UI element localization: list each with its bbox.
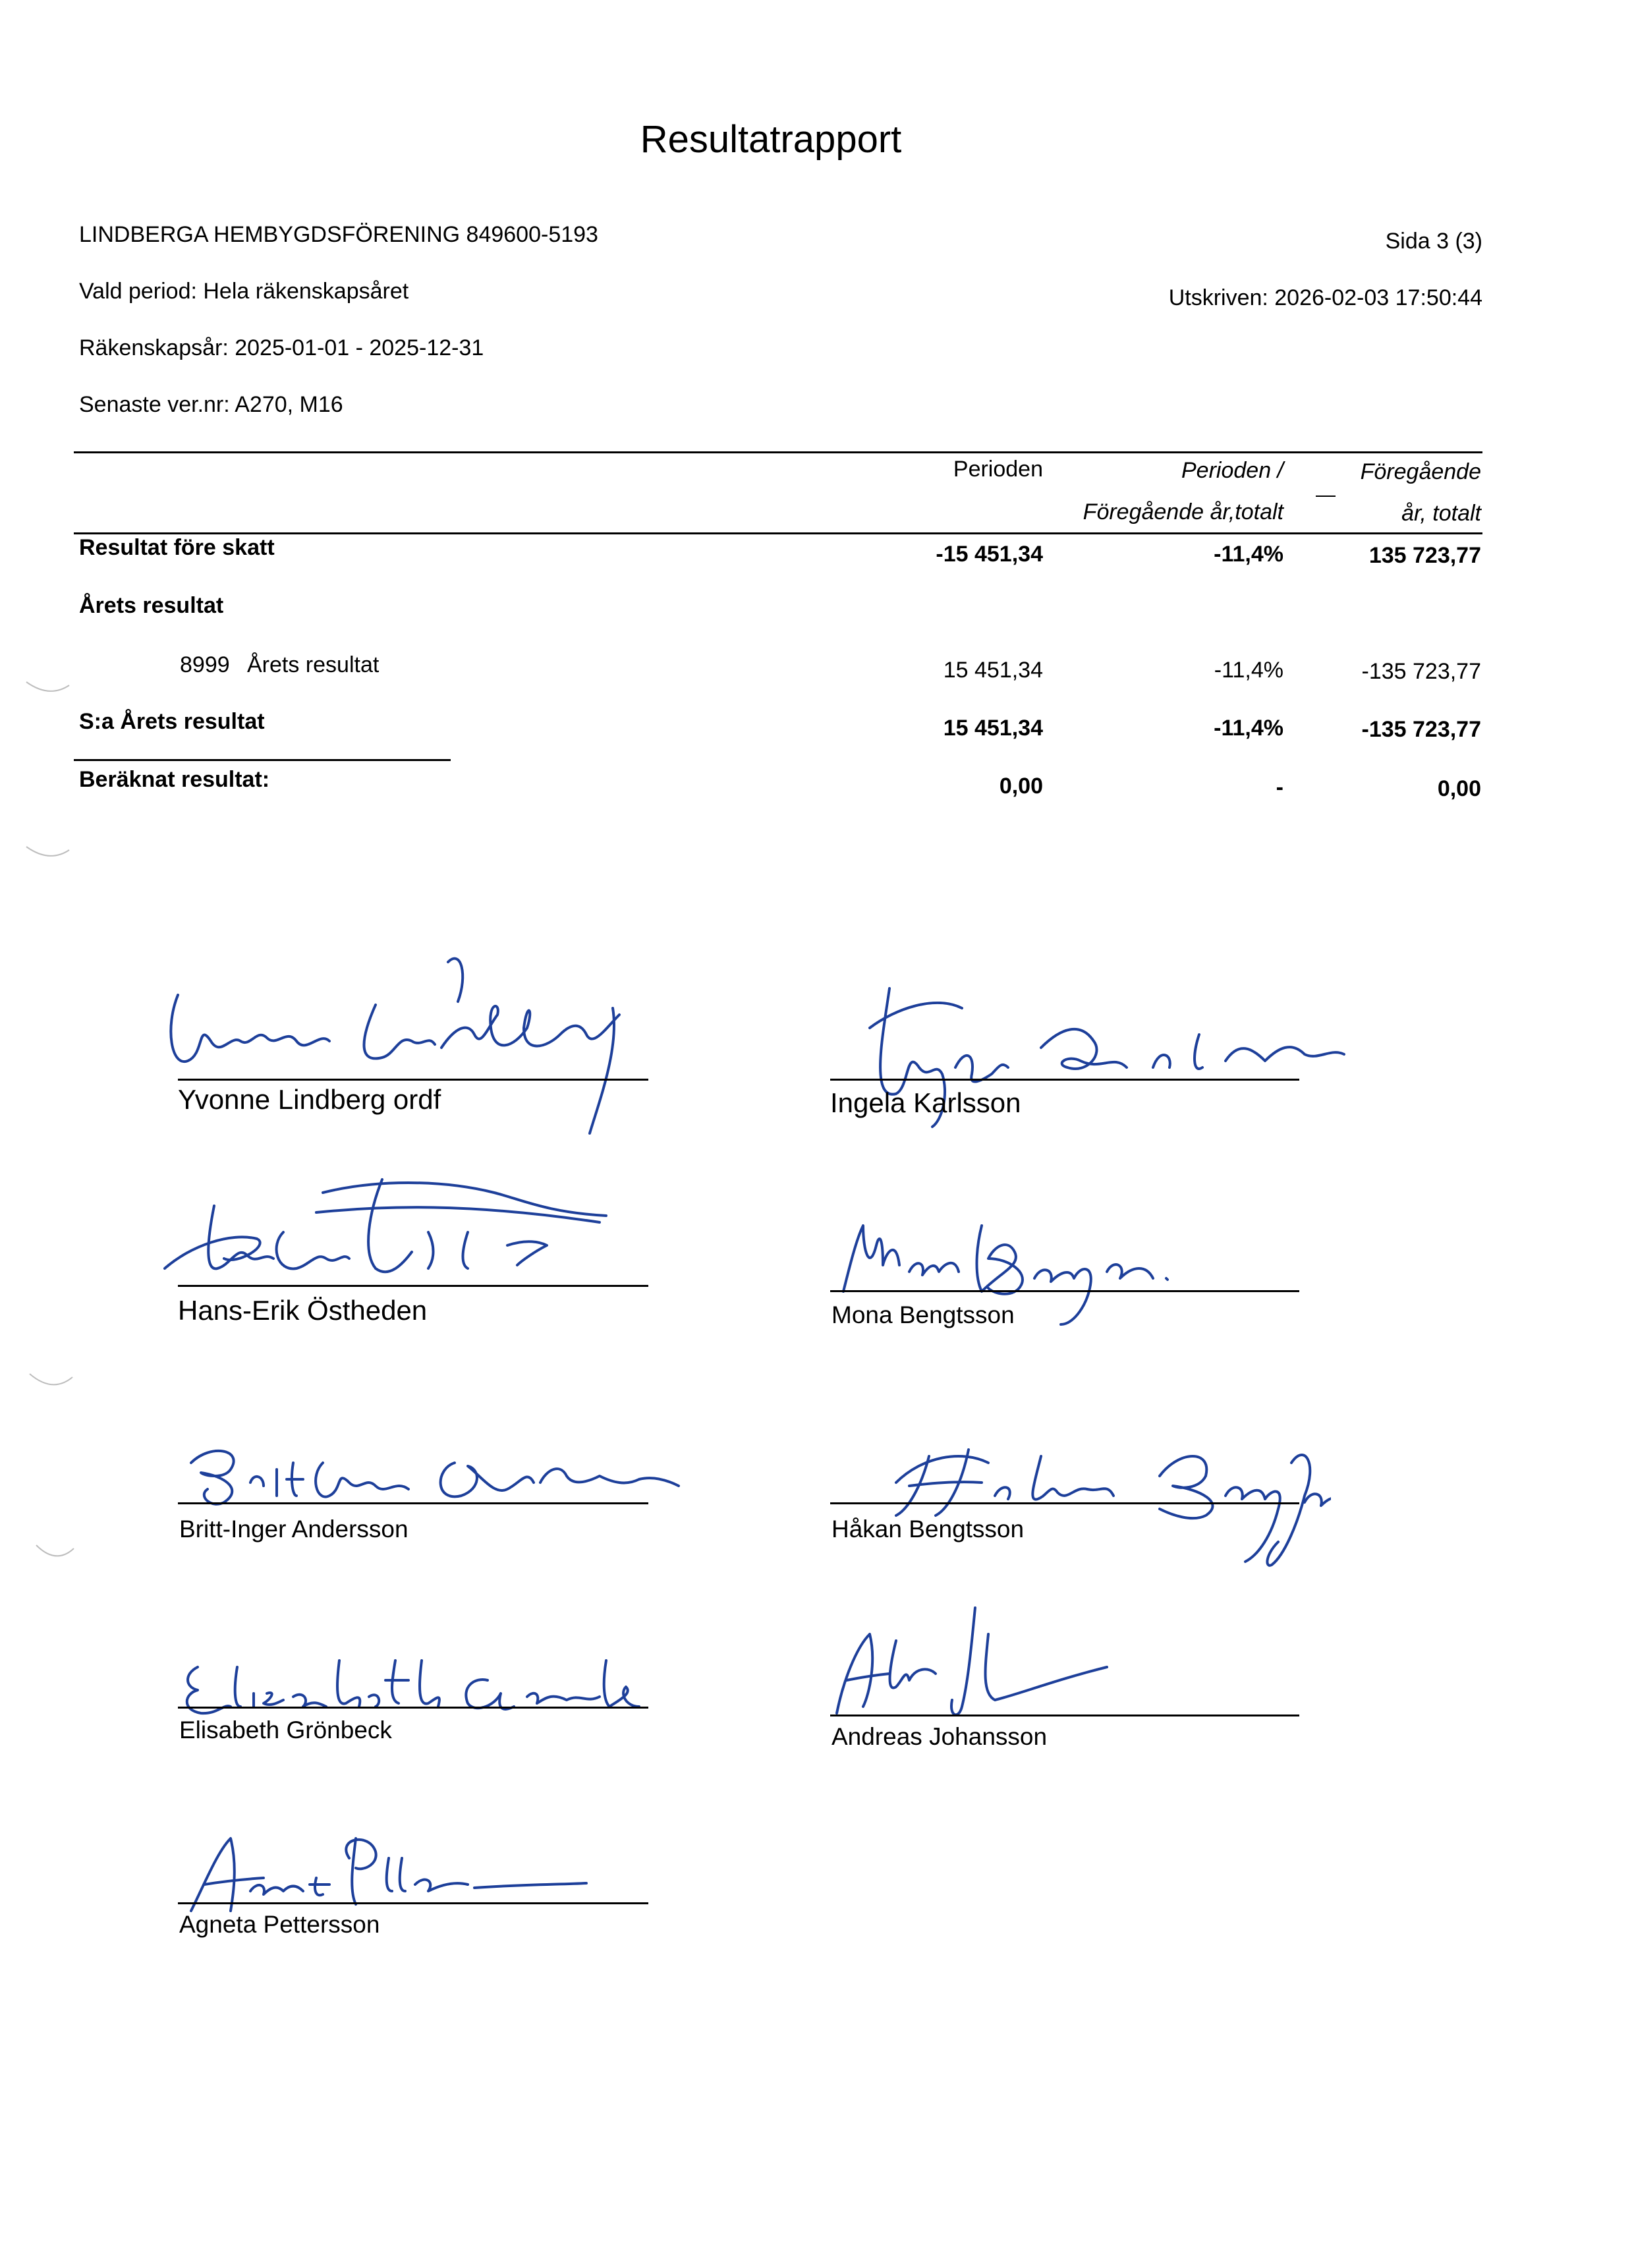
row-value-period: -15 451,34 (936, 542, 1043, 567)
row-label-beraknat-resultat: Beräknat resultat: (79, 767, 270, 792)
signature-elisabeth-gronbeck (171, 1641, 646, 1726)
signature-name: Håkan Bengtsson (831, 1516, 1025, 1543)
row-value-ratio: -11,4% (1214, 542, 1283, 567)
signature-agneta-pettersson (178, 1819, 600, 1924)
organization-name: LINDBERGA HEMBYGDSFÖRENING 849600-5193 (79, 222, 598, 247)
table-header-rule (74, 532, 1482, 534)
signature-name: Hans-Erik Östheden (178, 1295, 428, 1326)
fiscal-year: Räkenskapsår: 2025-01-01 - 2025-12-31 (79, 335, 484, 360)
row-value-period: 15 451,34 (943, 716, 1043, 741)
row-label-sum-arets-resultat: S:a Årets resultat (79, 709, 265, 734)
row-label-arets-resultat-heading: Årets resultat (79, 593, 224, 618)
printed-timestamp: Utskriven: 2026-02-03 17:50:44 (1168, 285, 1482, 310)
signature-hans-erik-ostheden (152, 1153, 652, 1305)
row-value-prev: -135 723,77 (1361, 717, 1481, 742)
signature-name: Andreas Johansson (831, 1723, 1048, 1750)
signature-name: Agneta Pettersson (179, 1911, 380, 1938)
signature-andreas-johansson (824, 1595, 1127, 1733)
col-header-dash (1316, 496, 1336, 497)
signature-line (830, 1079, 1299, 1081)
punch-marks (0, 0, 79, 2268)
signature-line (178, 1902, 648, 1904)
signature-line (830, 1290, 1299, 1292)
signature-line (178, 1285, 648, 1287)
row-value-prev: 135 723,77 (1368, 543, 1481, 568)
signature-name: Ingela Karlsson (830, 1087, 1021, 1118)
signature-name: Mona Bengtsson (831, 1301, 1015, 1328)
row-value-prev: -135 723,77 (1361, 659, 1481, 684)
col-header-period: Perioden (953, 457, 1043, 482)
subtotal-rule (74, 759, 451, 761)
signature-line (178, 1502, 648, 1504)
row-value-period: 0,00 (999, 774, 1043, 799)
col-header-prev-line1: Föregående (1360, 459, 1481, 484)
col-header-ratio-line2: Föregående år,totalt (1083, 499, 1283, 524)
page-number: Sida 3 (3) (1385, 229, 1482, 254)
signature-yvonne-lindberg (158, 949, 659, 1147)
selected-period: Vald period: Hela räkenskapsåret (79, 279, 409, 304)
signature-britt-inger-andersson (171, 1423, 685, 1529)
signature-line (830, 1715, 1299, 1716)
row-value-ratio: -11,4% (1214, 658, 1283, 683)
latest-verification: Senaste ver.nr: A270, M16 (79, 392, 343, 417)
row-value-prev: 0,00 (1437, 776, 1481, 801)
row-value-ratio: -11,4% (1214, 716, 1283, 741)
row-label-account: Årets resultat (247, 652, 380, 677)
signature-name: Britt-Inger Andersson (179, 1516, 408, 1543)
report-title: Resultatrapport (640, 118, 902, 161)
table-top-rule (74, 451, 1482, 453)
row-value-period: 15 451,34 (943, 658, 1043, 683)
signature-line (178, 1707, 648, 1709)
signature-line (178, 1079, 648, 1081)
row-account-number: 8999 (180, 652, 230, 677)
row-value-ratio: - (1276, 775, 1283, 800)
signature-name: Yvonne Lindberg ordf (178, 1084, 441, 1115)
signature-name: Elisabeth Grönbeck (179, 1716, 392, 1744)
signature-line (830, 1502, 1299, 1504)
col-header-prev-line2: år, totalt (1401, 501, 1481, 526)
row-label-resultat-fore-skatt: Resultat före skatt (79, 535, 275, 560)
col-header-ratio-line1: Perioden / (1181, 458, 1283, 483)
